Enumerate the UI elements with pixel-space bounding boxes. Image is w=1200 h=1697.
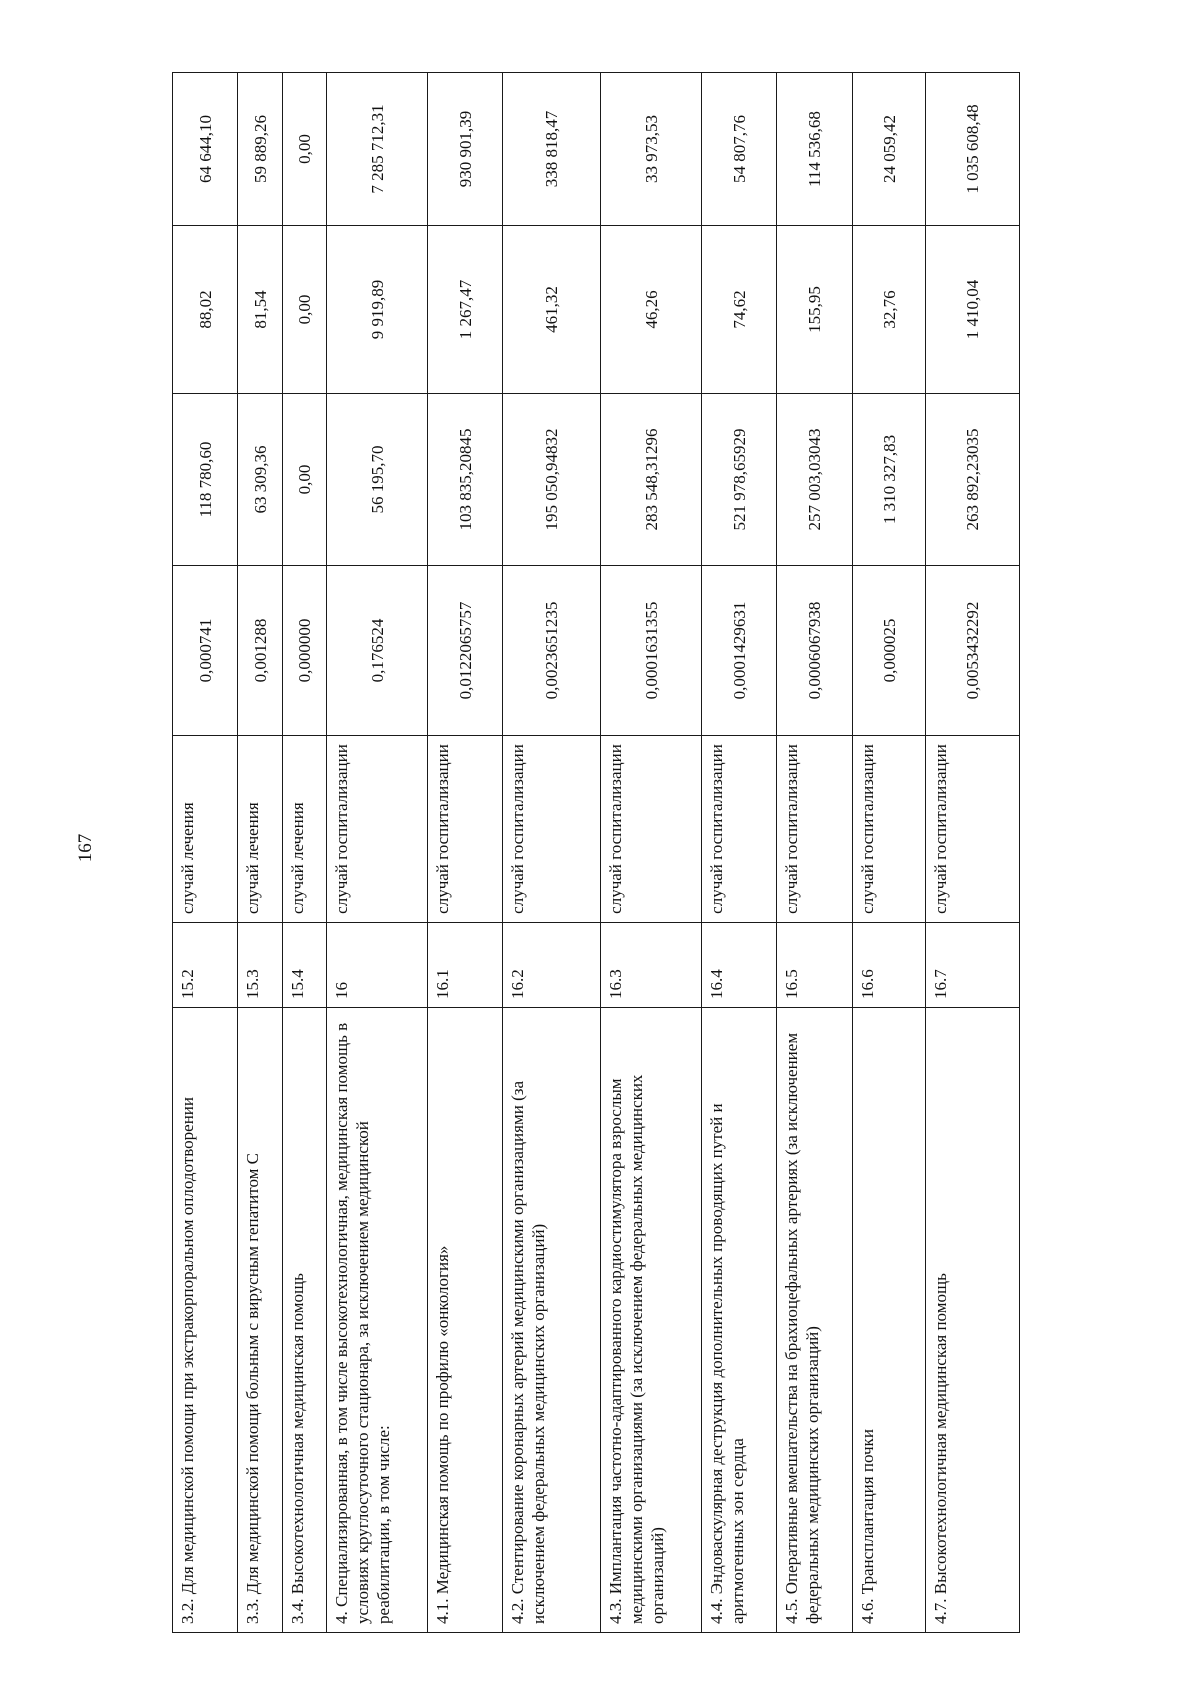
row-value-3-cell: 32,76 [853, 226, 926, 394]
row-name-cell: 4.6. Трансплантация почки [853, 1008, 926, 1633]
table-row [326, 73, 427, 1633]
row-name-cell: 3.3. Для медицинской помощи больным с вирусным гепатитом С [238, 1008, 282, 1633]
row-value-2-cell: 56 195,70 [326, 394, 427, 566]
row-value-1-cell: 0,0023651235 [503, 566, 601, 736]
row-value-1-cell: 0,0001429631 [702, 566, 777, 736]
row-value-1-cell: 0,001288 [238, 566, 282, 736]
row-value-4-cell: 33 973,53 [601, 73, 702, 226]
row-unit-cell: случай госпитализации [601, 736, 702, 923]
row-number-cell: 16 [326, 923, 427, 1008]
table-row [601, 73, 702, 1633]
row-name-cell: 4.7. Высокотехнологичная медицинская помощь [926, 1008, 1020, 1633]
row-name-cell: 3.4. Высокотехнологичная медицинская помощь [282, 1008, 326, 1633]
row-unit-cell: случай госпитализации [777, 736, 853, 923]
row-value-4-cell: 0,00 [282, 73, 326, 226]
row-value-3-cell: 81,54 [238, 226, 282, 394]
row-name-cell: 4.2. Стентирование коронарных артерий медицинскими организациями (за исключением федеральных медицинских организаций) [503, 1008, 601, 1633]
row-value-4-cell: 7 285 712,31 [326, 73, 427, 226]
row-number-cell: 15.4 [282, 923, 326, 1008]
row-value-4-cell: 1 035 608,48 [926, 73, 1020, 226]
table-row [503, 73, 601, 1633]
row-unit-cell: случай лечения [238, 736, 282, 923]
row-value-2-cell: 63 309,36 [238, 394, 282, 566]
row-name-cell: 4.1. Медицинская помощь по профилю «онкология» [428, 1008, 503, 1633]
row-unit-cell: случай госпитализации [326, 736, 427, 923]
row-number-cell: 16.6 [853, 923, 926, 1008]
row-value-2-cell: 521 978,65929 [702, 394, 777, 566]
page-number: 167 [75, 833, 96, 863]
row-value-3-cell: 46,26 [601, 226, 702, 394]
row-value-2-cell: 118 780,60 [173, 394, 238, 566]
row-value-3-cell: 155,95 [777, 226, 853, 394]
row-value-1-cell: 0,000000 [282, 566, 326, 736]
row-value-3-cell: 9 919,89 [326, 226, 427, 394]
table-row [702, 73, 777, 1633]
row-name-cell: 3.2. Для медицинской помощи при экстракорпоральном оплодотворении [173, 1008, 238, 1633]
table-row [282, 73, 326, 1633]
row-value-2-cell: 263 892,23035 [926, 394, 1020, 566]
row-unit-cell: случай госпитализации [702, 736, 777, 923]
row-value-2-cell: 283 548,31296 [601, 394, 702, 566]
table-row [853, 73, 926, 1633]
row-value-2-cell: 1 310 327,83 [853, 394, 926, 566]
row-value-3-cell: 1 410,04 [926, 226, 1020, 394]
row-value-4-cell: 114 536,68 [777, 73, 853, 226]
row-value-3-cell: 461,32 [503, 226, 601, 394]
row-value-1-cell: 0,176524 [326, 566, 427, 736]
row-value-4-cell: 64 644,10 [173, 73, 238, 226]
row-unit-cell: случай лечения [173, 736, 238, 923]
rotated-table-wrapper [172, 73, 1020, 1633]
row-value-4-cell: 338 818,47 [503, 73, 601, 226]
row-number-cell: 16.2 [503, 923, 601, 1008]
row-unit-cell: случай госпитализации [853, 736, 926, 923]
row-value-2-cell: 195 050,94832 [503, 394, 601, 566]
row-name-cell: 4.4. Эндоваскулярная деструкция дополнительных проводящих путей и аритмогенных зон сердца [702, 1008, 777, 1633]
row-number-cell: 16.5 [777, 923, 853, 1008]
row-value-4-cell: 54 807,76 [702, 73, 777, 226]
row-unit-cell: случай госпитализации [428, 736, 503, 923]
row-number-cell: 16.4 [702, 923, 777, 1008]
row-number-cell: 16.3 [601, 923, 702, 1008]
row-unit-cell: случай лечения [282, 736, 326, 923]
row-value-2-cell: 257 003,03043 [777, 394, 853, 566]
row-value-4-cell: 59 889,26 [238, 73, 282, 226]
row-number-cell: 15.2 [173, 923, 238, 1008]
row-name-cell: 4.5. Оперативные вмешательства на брахиоцефальных артериях (за исключением федеральных медицинских организаций) [777, 1008, 853, 1633]
row-value-1-cell: 0,000025 [853, 566, 926, 736]
row-value-4-cell: 930 901,39 [428, 73, 503, 226]
row-value-3-cell: 0,00 [282, 226, 326, 394]
table-row [173, 73, 238, 1633]
row-number-cell: 16.7 [926, 923, 1020, 1008]
row-value-3-cell: 74,62 [702, 226, 777, 394]
row-value-3-cell: 1 267,47 [428, 226, 503, 394]
row-value-3-cell: 88,02 [173, 226, 238, 394]
report-table [172, 72, 1020, 1633]
row-value-1-cell: 0,0001631355 [601, 566, 702, 736]
table-row [926, 73, 1020, 1633]
row-value-2-cell: 0,00 [282, 394, 326, 566]
table-row [238, 73, 282, 1633]
table-row [428, 73, 503, 1633]
row-value-2-cell: 103 835,20845 [428, 394, 503, 566]
row-value-4-cell: 24 059,42 [853, 73, 926, 226]
row-value-1-cell: 0,000741 [173, 566, 238, 736]
row-value-1-cell: 0,0006067938 [777, 566, 853, 736]
row-name-cell: 4.3. Имплантация частотно-адаптированного кардиостимулятора взрослым медицинскими организациями (за исключением федеральных медицинских организаций) [601, 1008, 702, 1633]
row-number-cell: 15.3 [238, 923, 282, 1008]
row-value-1-cell: 0,0122065757 [428, 566, 503, 736]
row-number-cell: 16.1 [428, 923, 503, 1008]
row-name-cell: 4. Специализированная, в том числе высокотехнологичная, медицинская помощь в условиях круглосуточного стационара, за исключением медицинской реабилитации, в том числе: [326, 1008, 427, 1633]
row-unit-cell: случай госпитализации [503, 736, 601, 923]
row-value-1-cell: 0,0053432292 [926, 566, 1020, 736]
table-row [777, 73, 853, 1633]
row-unit-cell: случай госпитализации [926, 736, 1020, 923]
